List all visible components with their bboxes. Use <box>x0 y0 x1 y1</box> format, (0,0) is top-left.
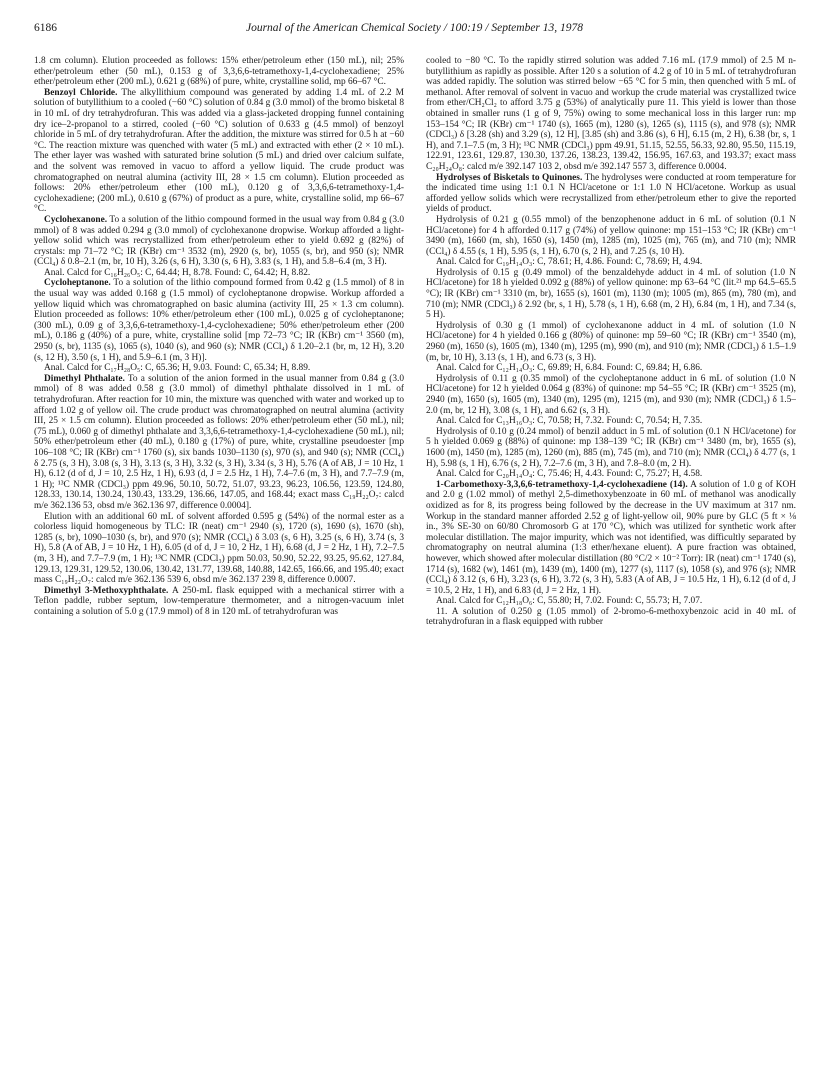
paragraph <box>426 374 796 416</box>
left-column <box>34 56 404 1056</box>
paragraph <box>426 596 796 607</box>
paragraph <box>426 607 796 628</box>
section-heading: Dimethyl Phthalate. <box>44 373 125 384</box>
paragraph-text: Anal. Calcd for C₂₀H₁₄O₄: C, 75.46; H, 4.43. Found: C, 75.27; H, 4.58. <box>436 469 703 480</box>
paragraph-text: To a solution of the lithio compound formed from 0.42 g (1.5 mmol) of 8 in the usual way was added 0.168 g (1.5 mmol) of cycloheptanone dropwise. Workup afforded a yellow liquid which was chromatographed on basic alumina (activity III, 25 × 1.3 cm column). Elution proceeded as follows: 10% ether/petroleum ether (100 mL), 0.025 g of cycloheptanone; (300 mL), 0.09 g of 3,3,6,6-tetramethoxy-1,4-cyclohexadiene; 50% ether/petroleum ether (200 mL), 0.186 g (40%) of a pure, white, crystalline solid [mp 72–73 °C; IR (KBr) cm⁻¹ 3560 (m), 2950 (s, br), 1135 (s), 1065 (s), 1040 (s), and 960 (s); NMR (CCl₄) δ 1.20–2.1 (br, m, 12 H), 3.20 (s, 12 H), 3.50 (s, 1 H), and 5.9–6.1 (m, 3 H)]. <box>34 278 404 363</box>
paragraph <box>426 173 796 215</box>
paragraph-text: Hydrolysis of 0.15 g (0.49 mmol) of the benzaldehyde adduct in 4 mL of solution (1.0 N HCl/acetone) for 18 h yielded 0.092 g (88%) of yellow quinone: mp 63–64 °C (lit.²¹ mp 64.5–65.5 °C); IR (KBr) cm⁻¹ 3310 (m, br), 1655 (s), 1601 (m), 1130 (m); 1005 (m), 865 (m), 780 (m), and 710 (m); NMR (CDCl₃) δ 2.92 (br, s, 1 H), 5.78 (s, 1 H), 6.68 (m, 2 H), 6.84 (m, 1 H), and 7.34 (s, 5 H). <box>426 267 796 321</box>
paragraph-text: Hydrolysis of 0.30 g (1 mmol) of cyclohexanone adduct in 4 mL of solution (1.0 N HCl/acetone) for 4 h yielded 0.166 g (80%) of quinone: mp 59–60 °C; IR (KBr) cm⁻¹ 3540 (m), 2960 (m), 1650 (s), 1605 (m), 1340 (m), 1295 (m), 990 (m), and 910 (m); NMR (CDCl₃) δ 1.5–1.9 (m, br, 10 H), 3.13 (s, 1 H), and 6.73 (s, 3 H). <box>426 320 796 363</box>
paragraph <box>34 268 404 279</box>
article-body <box>34 56 796 1056</box>
paragraph-text: The hydrolyses were conducted at room temperature for the indicated time using 1:1 0.1 N HCl/acetone or 1:1 1.0 N HCl/acetone. Workup as usual afforded yellow solids which were recrystallized from ether/petroleum ether to give the reported yields of product. <box>426 172 796 215</box>
paragraph <box>426 215 796 257</box>
section-heading: Cyclohexanone. <box>44 214 108 225</box>
paragraph-text: To a solution of the anion formed in the usual manner from 0.84 g (3.0 mmol) of 8 was added 0.58 g (3.0 mmol) of dimethyl phthalate dissolved in 1 mL of tetrahydrofuran. After reaction for 10 min, the mixture was quenched with water and worked up to afford 1.02 g of yellow oil. The crude product was chromatographed on neutral alumina (activity III, 25 × 1.5 cm column). Elution proceeded as follows: 20% ether/petroleum ether (50 mL), nil; (75 mL), 0.060 g of dimethyl phthalate and 3,3,6,6-tetramethoxy-1,4-cyclohexadiene (50 mL), nil; 50% ether/petroleum ether (40 mL), 0.180 g (17%) of pure, white, crystalline pseudoester [mp 106–108 °C; IR (KBr) cm⁻¹ 1760 (s), six bands 1030–1130 (s), 970 (s), and 940 (s); NMR (CCl₄) δ 2.75 (s, 3 H), 3.08 (s, 3 H), 3.13 (s, 3 H), 3.32 (s, 3 H), 3.34 (s, 3 H), 5.76 (A of AB, J = 10 Hz, 1 H), 6.12 (d of d, J = 10, 2.5 Hz, 1 H), 6.93 (d, J = 2.5 Hz, 1 H), 7.4–7.6 (m, 3 H), and 7.7–7.9 (m, 1 H); ¹³C NMR (CDCl₃) ppm 49.96, 50.10, 50.72, 51.07, 93.23, 96.23, 106.56, 123.59, 124.80, 128.33, 130.14, 130.24, 130.43, 133.29, 136.66, 147.05, and 168.44; exact mass C₁₉H₂₂O₇: calcd m/e 362.136 53, obsd m/e 362.136 97, difference 0.0004]. <box>34 373 404 511</box>
paragraph-text: Anal. Calcd for C₁₃H₁₆O₃: C, 70.58; H, 7.32. Found: C, 70.54; H, 7.35. <box>436 416 703 427</box>
page-number: 6186 <box>34 22 57 34</box>
page-header <box>34 22 795 40</box>
section-heading: Benzoyl Chloride. <box>44 87 118 98</box>
paragraph <box>426 363 796 374</box>
paragraph-text: Hydrolysis of 0.21 g (0.55 mmol) of the benzophenone adduct in 6 mL of solution (0.1 N HCl/acetone) for 4 h afforded 0.117 g (74%) of yellow quinone: mp 151–153 °C; IR (KBr) cm⁻¹ 3490 (m), 1660 (m, sh), 1650 (s), 1450 (m), 1285 (m), 1025 (m), 765 (m), and 710 (m); NMR (CCl₄) δ 4.55 (s, 1 H), 5.95 (s, 1 H), 6.70 (s, 2 H), and 7.25 (s, 10 H). <box>426 214 796 257</box>
section-heading: 1-Carbomethoxy-3,3,6,6-tetramethoxy-1,4-cyclohexadiene (14). <box>436 479 688 490</box>
paragraph <box>426 268 796 321</box>
paragraph <box>426 257 796 268</box>
paragraph <box>426 56 796 173</box>
paragraph-text: Anal. Calcd for C₁₉H₁₄O₃: C, 78.61; H, 4.86. Found: C, 78.69; H, 4.94. <box>436 257 703 268</box>
paragraph <box>34 363 404 374</box>
paragraph-text: 11. A solution of 0.250 g (1.05 mmol) of 2-bromo-6-methoxybenzoic acid in 40 mL of tetrahydrofuran in a flask equipped with rubber <box>426 606 796 628</box>
paragraph-text: Anal. Calcd for C₁₂H₁₄O₃: C, 69.89; H, 6.84. Found: C, 69.84; H, 6.86. <box>436 363 703 374</box>
paragraph-text: A solution of 1.0 g of KOH and 2.0 g (1.02 mmol) of methyl 2,5-dimethoxybenzoate in 60 mL of methanol was anodically oxidized as for 8, its progress being followed by the decrease in the UV maximum at 317 nm. Workup in the standard manner afforded 2.52 g of light-yellow oil, 90% pure by GLC (5 ft × ⅛ in., 3% SE-30 on 60/80 Chromosorb G at 170 °C), which was utilized for synthetic work after molecular distillation. The major impurity, which was not identified, was difficultly separated by chromatography on neutral alumina (1:3 ether/hexane eluent). A pure fraction was obtained, however, which showed after molecular distillation (80 °C/2 × 10⁻² Torr): IR (neat) cm⁻¹ 1740 (s), 1714 (s), 1682 (w), 1461 (m), 1439 (m), 1400 (m), 1277 (s), 1117 (s), 1058 (s), and 976 (s); NMR (CCl₄) δ 3.12 (s, 6 H), 3.23 (s, 6 H), 3.72 (s, 3 H), 5.83 (A of AB, J = 10.5 Hz, 1 H), 6.12 (d of d, J = 10.5, 2 Hz, 1 H), and 6.83 (d, J = 2 Hz, 1 H). <box>426 479 796 596</box>
section-heading: Cycloheptanone. <box>44 278 111 289</box>
paragraph <box>34 512 404 586</box>
journal-citation: Journal of the American Chemical Society / 100:19 / September 13, 1978 <box>245 22 584 34</box>
paragraph-text: Anal. Calcd for C₁₂H₁₈O₆: C, 55.80; H, 7.02. Found: C, 55.73; H, 7.07. <box>436 596 703 607</box>
paragraph <box>426 416 796 427</box>
paragraph <box>426 427 796 469</box>
paragraph-text: To a solution of the lithio compound formed in the usual way from 0.84 g (3.0 mmol) of 8 was added 0.294 g (3.0 mmol) of cyclohexanone dropwise. Workup afforded a light-yellow solid which was recrystallized from ether/petroleum ether to yield 0.692 g (82%) of crystals: mp 71–72 °C; IR (KBr) cm⁻¹ 3532 (m), 2920 (s, br), 1055 (s, br), and 950 (s); NMR (CCl₄) δ 0.8–2.1 (m, br, 10 H), 3.26 (s, 6 H), 3.30 (s, 6 H), 3.83 (s, 1 H), and 5.8–6.4 (m, 3 H). <box>34 214 404 268</box>
paragraph <box>426 321 796 363</box>
section-heading: Dimethyl 3-Methoxyphthalate. <box>44 585 169 596</box>
paragraph <box>34 374 404 512</box>
right-column <box>426 56 796 1056</box>
paragraph-text: Anal. Calcd for C₁₆H₂₆O₅: C, 64.44; H, 8.78. Found: C, 64.42; H, 8.82. <box>44 267 311 278</box>
paragraph-text: cooled to −80 °C. To the rapidly stirred solution was added 7.16 mL (17.9 mmol) of 2.5 M n-butyllithium as rapidly as possible. After 120 s a solution of 4.2 g of 10 in 5 mL of tetrahydrofuran was added rapidly. The solution was stirred below −65 °C for 5 min, then quenched with 5 mL of methanol. After removal of solvent in vacuo and workup the crude material was crystallized twice from ether/CH₂Cl₂ to afford 3.75 g (53%) of analytically pure 11. This yield is lower than those obtained in smaller runs (1 g of 9, 75%) owing to some mechanical loss in this larger run: mp 153–154 °C; IR (KBr) cm⁻¹ 1740 (s), 1665 (m), 1280 (s), 1265 (s), 1115 (s), and 978 (s); NMR (CDCl₃) δ [3.28 (sh) and 3.29 (s), 12 H], [3.85 (sh) and 3.86 (s), 6 H], 6.15 (m, 2 H), 6.38 (br, s, 1 H), and 7.1–7.5 (m, 3 H); ¹³C NMR (CDCl₃) ppm 49.91, 51.15, 52.55, 56.33, 92.80, 95.50, 115.19, 122.91, 123.61, 129.87, 130.30, 137.26, 138.23, 139.42, 156.95, 167.63, and 193.37; exact mass C₂₀H₂₄O₈: calcd m/e 392.147 103 2, obsd m/e 392.147 557 3, difference 0.0004. <box>426 56 796 172</box>
paragraph <box>34 215 404 268</box>
paragraph <box>34 88 404 215</box>
paragraph-text: Hydrolysis of 0.10 g (0.24 mmol) of benzil adduct in 5 mL of solution (0.1 N HCl/acetone) for 5 h yielded 0.069 g (88%) of quinone: mp 138–139 °C; IR (KBr) cm⁻¹ 3480 (m, br), 1655 (s), 1600 (m), 1450 (m), 1285 (m), 1260 (m), 885 (m), 745 (m), and 710 (m); NMR (CCl₄) δ 4.77 (s, 1 H), 5.98 (s, 1 H), 6.76 (s, 2 H), 7.2–7.6 (m, 3 H), and 7.8–8.0 (m, 2 H). <box>426 426 796 469</box>
paragraph-text: Anal. Calcd for C₁₇H₂₈O₅: C, 65.36; H, 9.03. Found: C, 65.34; H, 8.89. <box>44 363 311 374</box>
paragraph <box>426 480 796 597</box>
paragraph <box>34 586 404 618</box>
paragraph <box>34 56 404 88</box>
paragraph-text: 1.8 cm column). Elution proceeded as follows: 15% ether/petroleum ether (150 mL), nil; 25% ether/petroleum ether (50 mL), 0.153 g of 3,3,6,6-tetramethoxy-1,4-cyclohexadiene; 25% ether/petroleum ether (200 mL), 0.621 g (68%) of pure, white, crystalline solid, mp 66–67 °C. <box>34 56 404 88</box>
paragraph <box>34 278 404 363</box>
paragraph-text: A 250-mL flask equipped with a mechanical stirrer with a Teflon paddle, rubber septum, low-temperature thermometer, and a nitrogen-vacuum inlet containing a solution of 5.0 g (17.9 mmol) of 8 in 120 mL of tetrahydrofuran was <box>34 585 404 617</box>
section-heading: Hydrolyses of Bisketals to Quinones. <box>436 172 583 183</box>
paragraph-text: The alkyllithium compound was generated by adding 1.4 mL of 2.2 M solution of butyllithium to a cooled (−60 °C) solution of 0.84 g (3.0 mmol) of the bromo bisketal 8 in 10 mL of dry tetrahydrofuran. This was added via a glass-jacketed dropping funnel containing dry ice–2-propanol to a stirred, cooled (−60 °C) solution of 0.633 g (4.5 mmol) of benzoyl chloride in 5 mL of dry tetrahydrofuran. After the addition, the mixture was stirred for 0.5 h at −60 °C. The reaction mixture was quenched with water (5 mL) and extracted with ether (2 × 10 mL). The ether layer was washed with saturated brine solution (5 mL) and dried over calcium sulfate, and the solvent was removed in vacuo to afford a yellow liquid. The crude product was chromatographed on neutral alumina (activity III, 28 × 1.5 cm column). Elution proceeded as follows: 20% ether/petroleum ether (100 mL), 0.120 g of 3,3,6,6-tetramethoxy-1,4-cyclohexadiene; (200 mL), 0.610 g (67%) of product as a pure, white, crystalline solid, mp 66–67 °C. <box>34 87 404 215</box>
paragraph-text: Hydrolysis of 0.11 g (0.35 mmol) of the cycloheptanone adduct in 6 mL of solution (1.0 N HCl/acetone) for 12 h yielded 0.064 g (83%) of quinone: mp 54–55 °C; IR (KBr) cm⁻¹ 3525 (m), 2940 (m), 1650 (s), 1605 (m), 1340 (m), 1295 (m), 1215 (m), and 930 (m); NMR (CDCl₃) δ 1.5–2.0 (m, br, 12 H), 3.08 (s, 1 H), and 6.62 (s, 3 H). <box>426 373 796 416</box>
paragraph <box>426 469 796 480</box>
paragraph-text: Elution with an additional 60 mL of solvent afforded 0.595 g (54%) of the normal ester as a colorless liquid homogeneous by TLC: IR (neat) cm⁻¹ 2940 (s), 1720 (s), 1690 (s), 1670 (sh), 1285 (s, br), 1090–1030 (s, br), and 970 (s); NMR (CCl₄) δ 3.03 (s, 6 H), 3.25 (s, 6 H), 3.74 (s, 3 H), 5.8 (A of AB, J = 10 Hz, 1 H), 6.05 (d of d, J = 10, 2 Hz, 1 H), 6.68 (d, J = 2 Hz, 1 H), 7.2–7.5 (m, 3 H), and 7.7–7.9 (m, 1 H); ¹³C NMR (CDCl₃) ppm 50.03, 50.90, 52.22, 93.25, 95.62, 127.84, 129.13, 129.31, 129.52, 130.06, 130.42, 131.77, 139.68, 140.88, 142.65, 166.66, and 195.40; exact mass C₁₉H₂₂O₇: calcd m/e 362.136 539 6, obsd m/e 362.137 239 8, difference 0.0007. <box>34 511 404 586</box>
